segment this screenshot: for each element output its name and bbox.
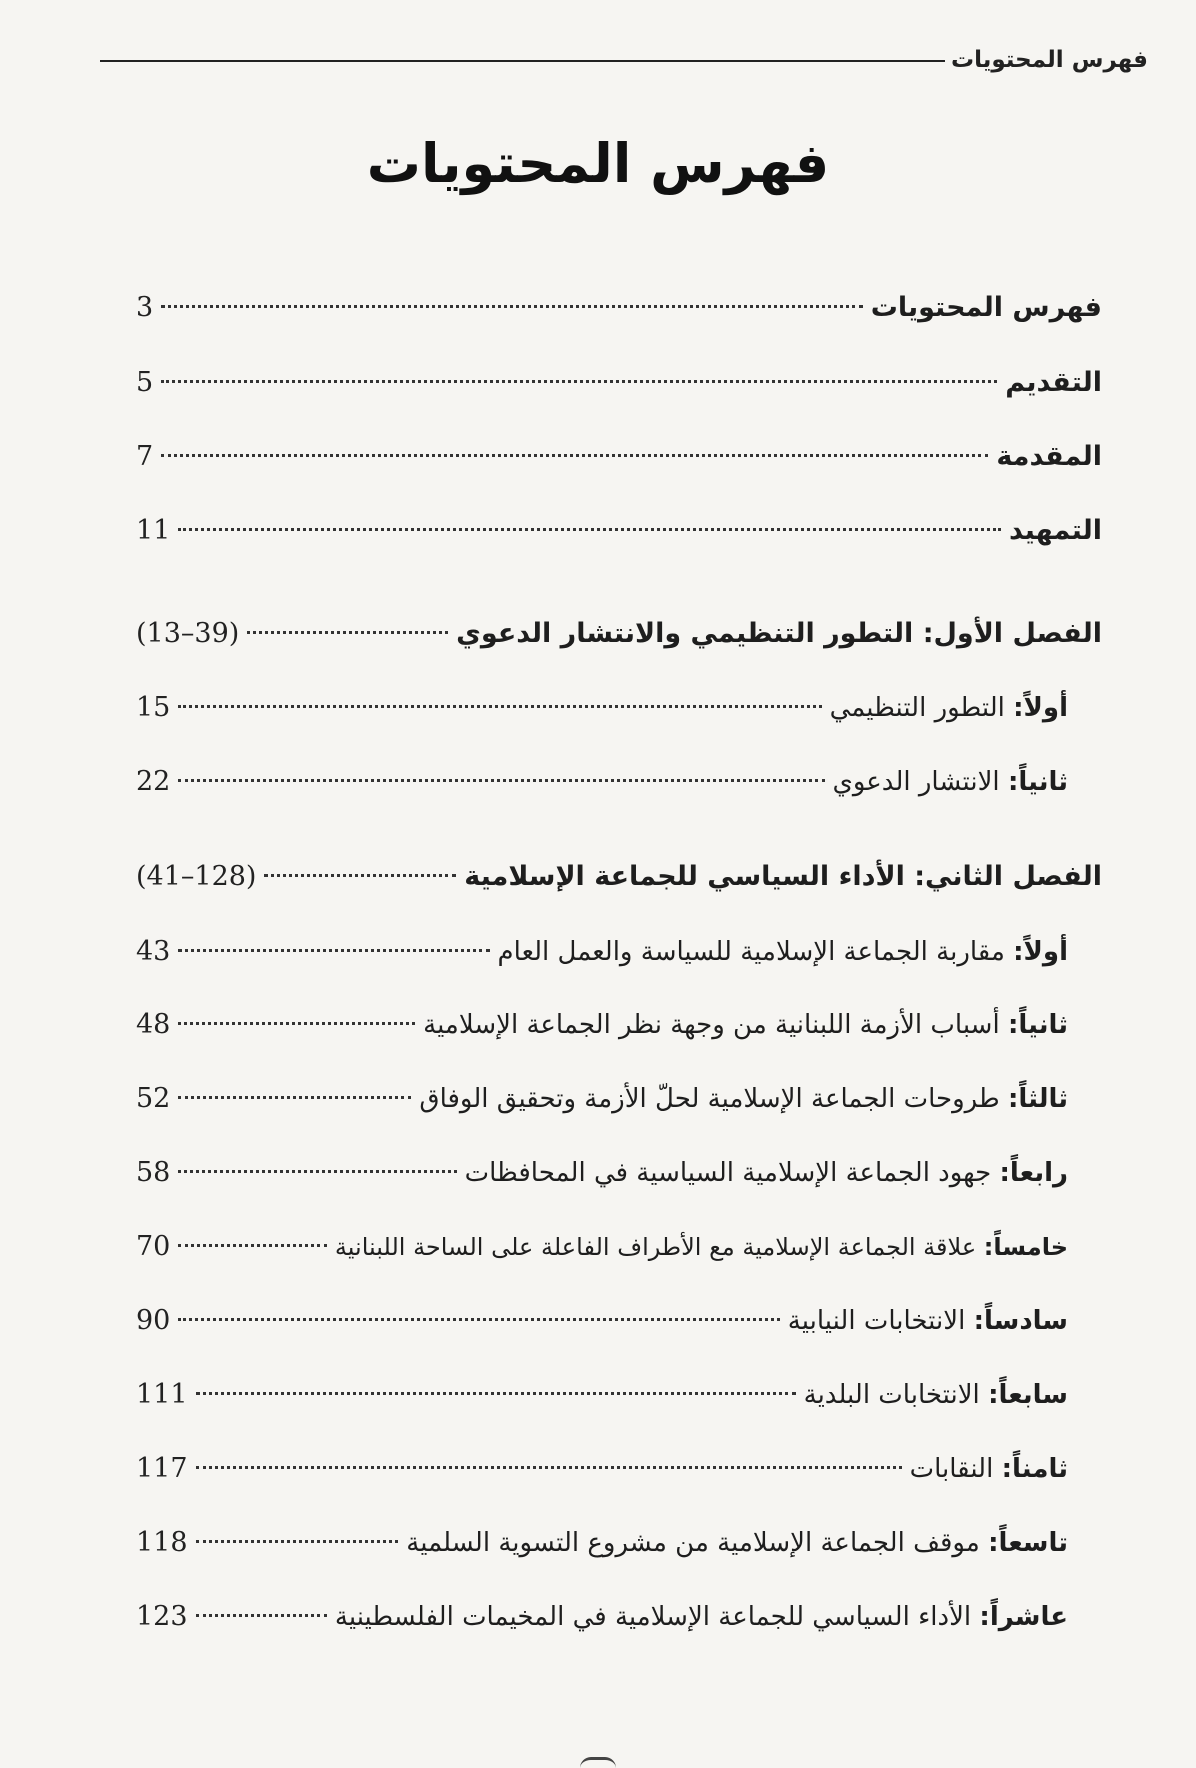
toc-leader-dots bbox=[178, 1095, 411, 1099]
toc-page-number: 118 bbox=[136, 1527, 188, 1558]
toc-leader-dots bbox=[196, 1613, 327, 1617]
toc-chapter[interactable] bbox=[136, 852, 1102, 902]
running-header-text: فهرس المحتويات bbox=[950, 47, 1148, 73]
toc-leader-dots bbox=[196, 1539, 399, 1543]
toc-leader-dots bbox=[178, 1317, 779, 1321]
toc-entry[interactable] bbox=[136, 506, 1102, 556]
toc-leader-dots bbox=[178, 778, 824, 782]
toc-page-number: (13–39) bbox=[136, 618, 240, 649]
toc-leader-dots bbox=[161, 304, 863, 308]
running-header bbox=[100, 40, 1148, 80]
toc-leader-dots bbox=[264, 873, 456, 877]
toc-entry[interactable] bbox=[136, 1592, 1068, 1642]
toc-page-number: 48 bbox=[136, 1009, 171, 1040]
folio-mark bbox=[580, 1757, 616, 1768]
toc-entry-label: أولاً: التطور التنظيمي bbox=[829, 693, 1068, 723]
toc-entry-label: تاسعاً: موقف الجماعة الإسلامية من مشروع التسوية السلمية bbox=[406, 1528, 1068, 1558]
toc-leader-dots bbox=[161, 453, 988, 457]
toc-entry[interactable] bbox=[136, 927, 1068, 977]
toc-entry-label: أولاً: مقاربة الجماعة الإسلامية للسياسة والعمل العام bbox=[497, 937, 1068, 967]
toc-page-number: 90 bbox=[136, 1305, 171, 1336]
toc-entry[interactable] bbox=[136, 1074, 1068, 1124]
toc-page-number: 15 bbox=[136, 692, 171, 723]
page-title: فهرس المحتويات bbox=[366, 132, 830, 195]
toc-entry[interactable] bbox=[136, 1518, 1068, 1568]
toc-entry-label: الفصل الثاني: الأداء السياسي للجماعة الإسلامية bbox=[464, 861, 1102, 892]
toc-leader-dots bbox=[178, 1021, 415, 1025]
toc-entry-label: عاشراً: الأداء السياسي للجماعة الإسلامية في المخيمات الفلسطينية bbox=[334, 1602, 1068, 1632]
toc-leader-dots bbox=[178, 1243, 327, 1247]
toc-page-number: 3 bbox=[136, 292, 154, 323]
toc-entry[interactable] bbox=[136, 1370, 1068, 1420]
toc-entry[interactable] bbox=[136, 1000, 1068, 1050]
running-header-rule bbox=[100, 60, 945, 62]
toc-entry-label: المقدمة bbox=[996, 441, 1102, 472]
toc-entry-label: سابعاً: الانتخابات البلدية bbox=[803, 1380, 1068, 1410]
toc-page-number: 52 bbox=[136, 1083, 171, 1114]
toc-entry-label: ثالثاً: طروحات الجماعة الإسلامية لحلّ الأزمة وتحقيق الوفاق bbox=[419, 1084, 1068, 1114]
toc-entry[interactable] bbox=[136, 757, 1068, 807]
toc-entry[interactable] bbox=[136, 1148, 1068, 1198]
toc-page-number: 22 bbox=[136, 766, 171, 797]
toc-page-number: 123 bbox=[136, 1601, 188, 1632]
toc-leader-dots bbox=[178, 704, 821, 708]
toc-page-number: 70 bbox=[136, 1231, 171, 1262]
toc-page-number: (41–128) bbox=[136, 861, 257, 892]
toc-page-number: 58 bbox=[136, 1157, 171, 1188]
toc-entry-label: ثانياً: أسباب الأزمة اللبنانية من وجهة نظر الجماعة الإسلامية bbox=[423, 1010, 1068, 1040]
toc-leader-dots bbox=[196, 1391, 796, 1395]
toc-entry-label: ثانياً: الانتشار الدعوي bbox=[832, 767, 1068, 797]
toc-entry[interactable] bbox=[136, 1222, 1068, 1272]
toc-entry[interactable] bbox=[136, 432, 1102, 482]
toc-chapter[interactable] bbox=[136, 609, 1102, 659]
toc-leader-dots bbox=[196, 1465, 902, 1469]
toc-entry-label: ثامناً: النقابات bbox=[909, 1454, 1068, 1484]
toc-leader-dots bbox=[247, 630, 448, 634]
toc-page-number: 11 bbox=[136, 515, 171, 546]
toc-page-number: 111 bbox=[136, 1379, 188, 1410]
toc-leader-dots bbox=[178, 948, 489, 952]
toc-entry[interactable] bbox=[136, 358, 1102, 408]
toc-entry-label: فهرس المحتويات bbox=[870, 292, 1102, 323]
toc-entry-label: سادساً: الانتخابات النيابية bbox=[787, 1306, 1068, 1336]
toc-page-number: 5 bbox=[136, 367, 154, 398]
toc-entry-label: رابعاً: جهود الجماعة الإسلامية السياسية في المحافظات bbox=[464, 1158, 1068, 1188]
toc-entry[interactable] bbox=[136, 683, 1068, 733]
toc-entry-label: خامساً: علاقة الجماعة الإسلامية مع الأطراف الفاعلة على الساحة اللبنانية bbox=[334, 1233, 1068, 1261]
toc-entry[interactable] bbox=[136, 1296, 1068, 1346]
toc-page-number: 117 bbox=[136, 1453, 188, 1484]
toc-page-number: 43 bbox=[136, 936, 171, 967]
toc-page-number: 7 bbox=[136, 441, 154, 472]
toc-entry-label: الفصل الأول: التطور التنظيمي والانتشار الدعوي bbox=[456, 618, 1102, 649]
toc-entry[interactable] bbox=[136, 283, 1102, 333]
toc-entry[interactable] bbox=[136, 1444, 1068, 1494]
toc-entry-label: التقديم bbox=[1005, 367, 1102, 398]
toc-leader-dots bbox=[178, 527, 1001, 531]
toc-leader-dots bbox=[161, 379, 997, 383]
toc-entry-label: التمهيد bbox=[1009, 515, 1102, 546]
toc-leader-dots bbox=[178, 1169, 456, 1173]
